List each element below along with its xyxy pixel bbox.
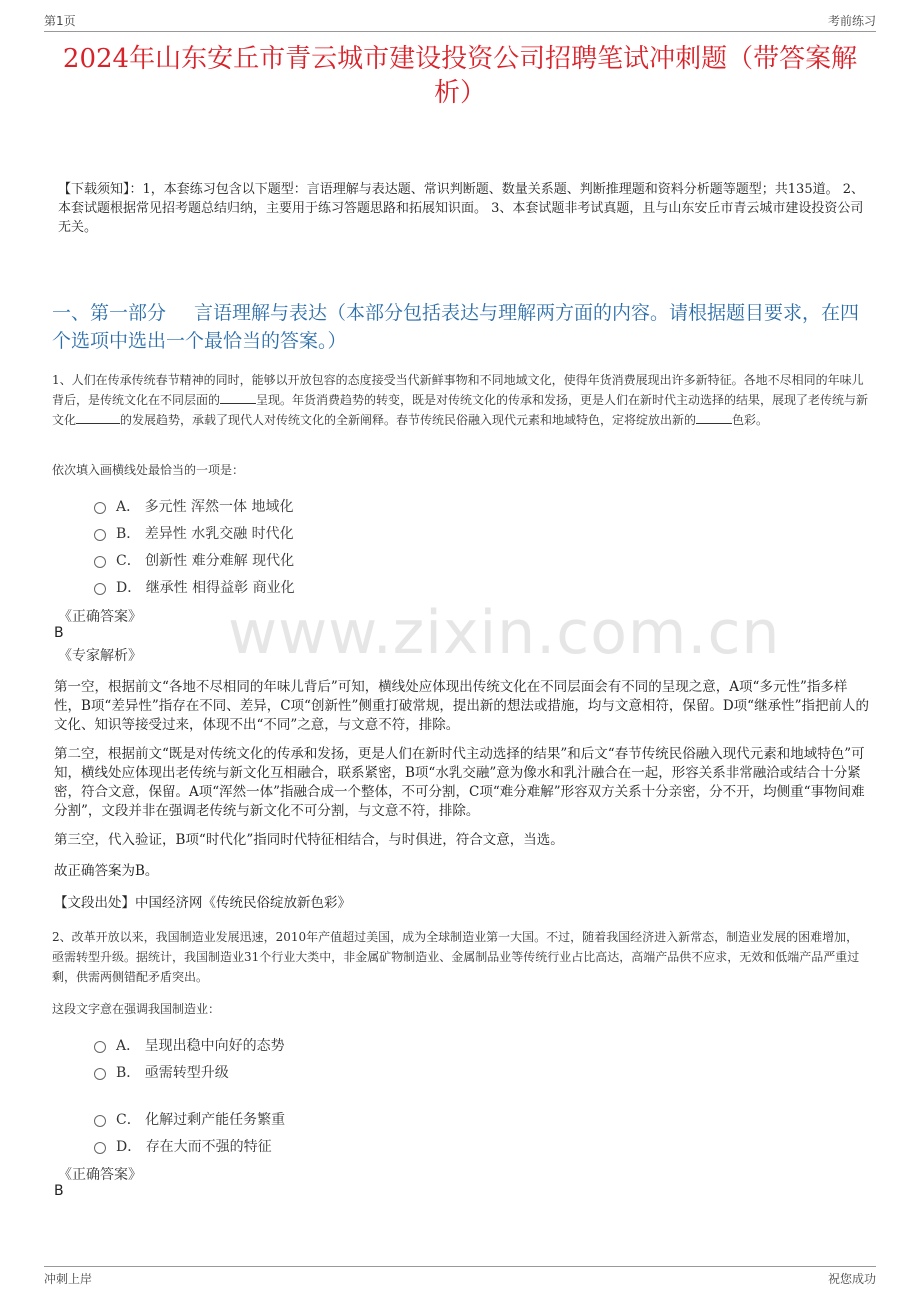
question-1-prompt: 依次填入画横线处最恰当的一项是： (52, 463, 245, 477)
page-number: 第1页 (44, 14, 76, 28)
radio-icon[interactable] (94, 502, 106, 514)
header-right-label: 考前练习 (827, 14, 876, 28)
radio-icon[interactable] (94, 1068, 106, 1080)
footer-divider (44, 1266, 876, 1267)
question-2-prompt: 这段文字意在强调我国制造业： (52, 1002, 221, 1016)
footer-left-label: 冲刺上岸 (44, 1272, 93, 1286)
fill-blank (76, 411, 120, 424)
radio-icon[interactable] (94, 556, 106, 568)
q1-analysis-paragraph: 第三空，代入验证，B项“时代化”指同时代特征相结合，与时俱进，符合文意，当选。 (54, 832, 564, 848)
q1-answer-label: 《正确答案》 (58, 609, 142, 625)
q2-answer-label: 《正确答案》 (58, 1167, 142, 1183)
q2-option-b[interactable]: B． 亟需转型升级 (94, 1062, 229, 1082)
q2-option-a[interactable]: A． 呈现出稳中向好的态势 (94, 1035, 285, 1055)
q1-option-c[interactable]: C． 创新性 难分难解 现代化 (94, 550, 294, 570)
radio-icon[interactable] (94, 583, 106, 595)
section-label: 一、第一部分 (52, 302, 167, 324)
q1-option-d[interactable]: D． 继承性 相得益彰 商业化 (94, 577, 295, 597)
q1-source: 【文段出处】中国经济网《传统民俗绽放新色彩》 (54, 895, 351, 911)
question-1-text: 1、人们在传承传统春节精神的同时，能够以开放包容的态度接受当代新鲜事物和不同地域文化，使得年货消费展现出许多新特征。各地不尽相同的年味儿背后，是传统文化在不同层面的 呈现。年货消费趋势的转变，既是对传统文化的传承和发扬，更是人们在新时代主动选择的结果，展现了老传统与新文化 的发展趋势，承载了现代人对传统文化的全新阐释。春节传统民俗融入现代元素和地域特色，定将绽放出新的 色彩。 (52, 373, 869, 427)
document-title: 2024年山东安丘市青云城市建设投资公司招聘笔试冲刺题（带答案解析） (62, 44, 858, 108)
section-text: 言语理解与表达（本部分包括表达与理解两方面的内容。请根据题目要求，在四个选项中选出一个最恰当的答案。） (52, 302, 860, 352)
q2-option-c[interactable]: C． 化解过剩产能任务繁重 (94, 1109, 285, 1129)
watermark: www.zixin.com.cn (228, 598, 781, 668)
q1-analysis-label: 《专家解析》 (58, 648, 142, 664)
fill-blank (696, 411, 732, 424)
fill-blank (220, 391, 256, 404)
q1-analysis-paragraph: 故正确答案为B。 (54, 863, 159, 879)
q2-answer: B (54, 1183, 64, 1199)
radio-icon[interactable] (94, 1041, 106, 1053)
q1-answer: B (54, 625, 64, 641)
q1-analysis-paragraph: 第一空，根据前文“各地不尽相同的年味儿背后”可知，横线处应体现出传统文化在不同层面会有不同的呈现之意，A项“多元性”指多样性，B项“差异性”指存在不同、差异，C项“创新性”侧重打破常规，提出新的想法或措施，均与文意相符，保留。D项“继承性”指把前人的文化、知识等接受过来，体现不出“不同”之意，与文意不符，排除。 (54, 679, 869, 733)
q1-option-b[interactable]: B． 差异性 水乳交融 时代化 (94, 523, 294, 543)
q2-option-d[interactable]: D． 存在大而不强的特征 (94, 1136, 272, 1156)
q1-analysis-paragraph: 第二空，根据前文“既是对传统文化的传承和发扬，更是人们在新时代主动选择的结果”和后文“春节传统民俗融入现代元素和地域特色”可知，横线处应体现出老传统与新文化互相融合，联系紧密，B项“水乳交融”意为像水和乳汁融合在一起，形容关系非常融洽或结合十分紧密，符合文意，保留。A项“浑然一体”指融合成一个整体，不可分割，C项“难分难解”形容双方关系十分亲密，分不开，均侧重“事物间难分割”，文段并非在强调老传统与新文化不可分割，与文意不符，排除。 (54, 746, 865, 819)
radio-icon[interactable] (94, 529, 106, 541)
question-2-text: 2、改革开放以来，我国制造业发展迅速，2010年产值超过美国，成为全球制造业第一大国。不过，随着我国经济进入新常态，制造业发展的困难增加，亟需转型升级。据统计，我国制造业31个行业大类中，非金属矿物制造业、金属制品业等传统行业占比高达，高端产品供不应求，无效和低端产品严重过剩，供需两侧错配矛盾突出。 (52, 930, 860, 984)
footer-right-label: 祝您成功 (827, 1272, 876, 1286)
section-heading (52, 299, 870, 355)
radio-icon[interactable] (94, 1142, 106, 1154)
header-divider (44, 31, 876, 32)
q1-option-a[interactable]: A． 多元性 浑然一体 地域化 (94, 496, 293, 516)
radio-icon[interactable] (94, 1115, 106, 1127)
download-notice: 【下载须知】：1，本套练习包含以下题型：言语理解与表达题、常识判断题、数量关系题、判断推理题和资料分析题等题型；共135道。 2、本套试题根据常见招考题总结归纳，主要用于练习答题思路和拓展知识面。 3、本套试题非考试真题，且与山东安丘市青云城市建设投资公司无关。 (58, 182, 864, 235)
